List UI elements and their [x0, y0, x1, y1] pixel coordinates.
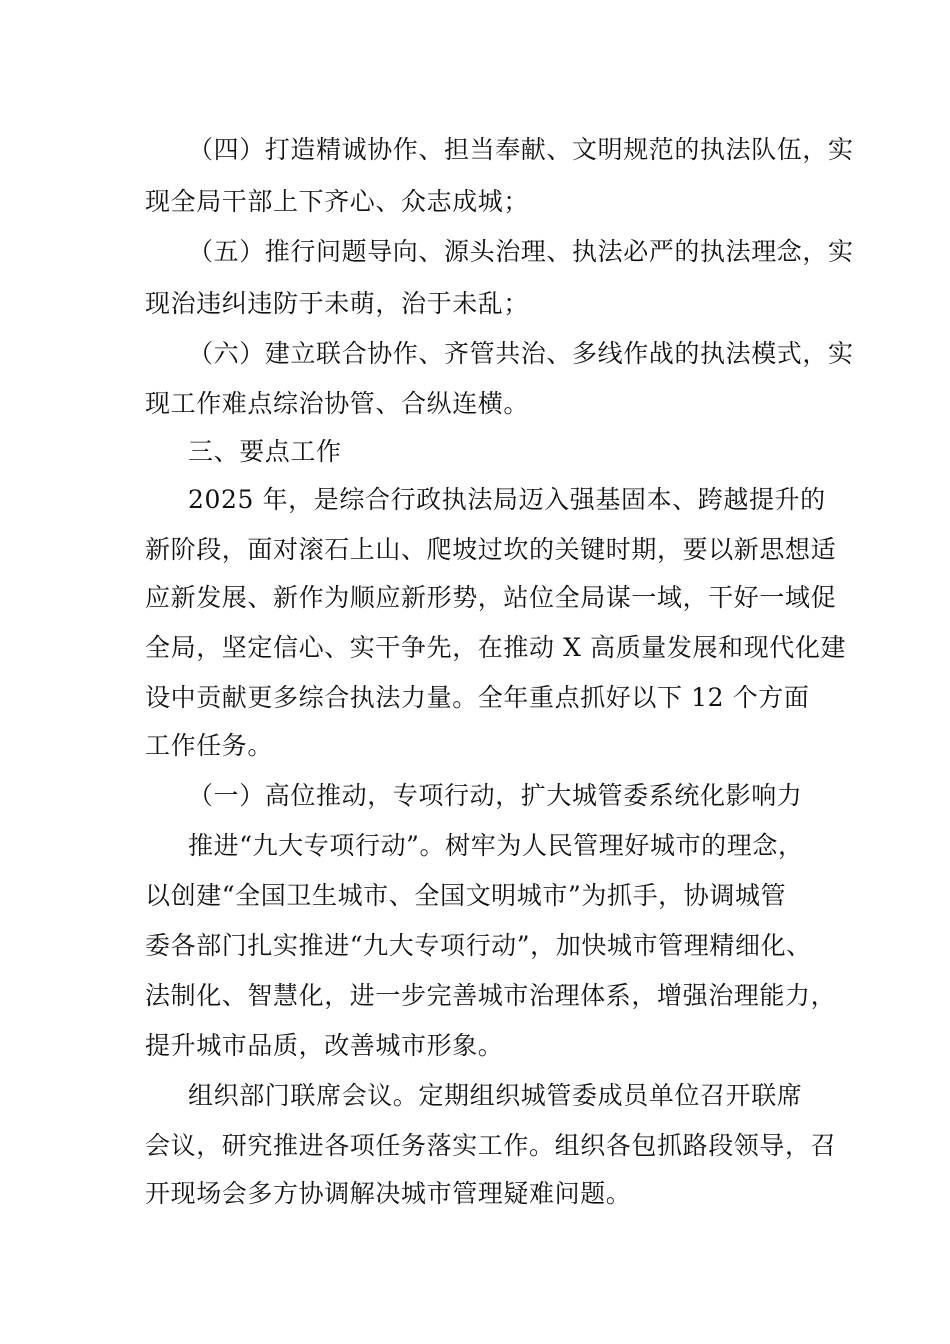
item-1-line-1: 推进“九大专项行动”。树牢为人民管理好城市的理念，	[188, 831, 804, 860]
intro-line-1: 2025 年，是综合行政执法局迈入强基固本、跨越提升的	[188, 485, 826, 514]
paragraph-5-line-2: 现治违纠违防于未萌，治于未乱；	[145, 289, 530, 318]
paragraph-6-line-1: （六）建立联合协作、齐管共治、多线作战的执法模式，实	[188, 339, 854, 368]
intro-line-6: 工作任务。	[145, 731, 274, 760]
intro-line-5: 设中贡献更多综合执法力量。全年重点抓好以下 12 个方面	[145, 683, 810, 712]
paragraph-6-line-2: 现工作难点综治协管、合纵连横。	[145, 389, 530, 418]
item-1-line-2: 以创建“全国卫生城市、全国文明城市”为抓手，协调城管	[145, 881, 787, 910]
intro-line-3: 应新发展、新作为顺应新形势，站位全局谋一域，干好一域促	[145, 583, 837, 612]
paragraph-5-line-1: （五）推行问题导向、源头治理、执法必严的执法理念，实	[188, 237, 854, 266]
item-1-line-4: 法制化、智慧化，进一步完善城市治理体系，增强治理能力，	[145, 981, 837, 1010]
item-2-line-3: 开现场会多方协调解决城市管理疑难问题。	[145, 1179, 632, 1208]
subsection-heading-1: （一）高位推动，专项行动，扩大城管委系统化影响力	[188, 781, 803, 810]
item-1-line-3: 委各部门扎实推进“九大专项行动”，加快城市管理精细化、	[145, 931, 812, 960]
intro-line-4: 全局，坚定信心、实干争先，在推动 X 高质量发展和现代化建	[145, 633, 847, 662]
section-heading: 三、要点工作	[188, 437, 342, 466]
paragraph-4-line-1: （四）打造精诚协作、担当奉献、文明规范的执法队伍，实	[188, 135, 854, 164]
intro-line-2: 新阶段，面对滚石上山、爬坡过坎的关键时期，要以新思想适	[145, 535, 837, 564]
item-2-line-2: 会议，研究推进各项任务落实工作。组织各包抓路段领导，召	[145, 1131, 837, 1160]
paragraph-4-line-2: 现全局干部上下齐心、众志成城；	[145, 187, 530, 216]
item-1-line-5: 提升城市品质，改善城市形象。	[145, 1031, 504, 1060]
item-2-line-1: 组织部门联席会议。定期组织城管委成员单位召开联席	[188, 1081, 803, 1110]
